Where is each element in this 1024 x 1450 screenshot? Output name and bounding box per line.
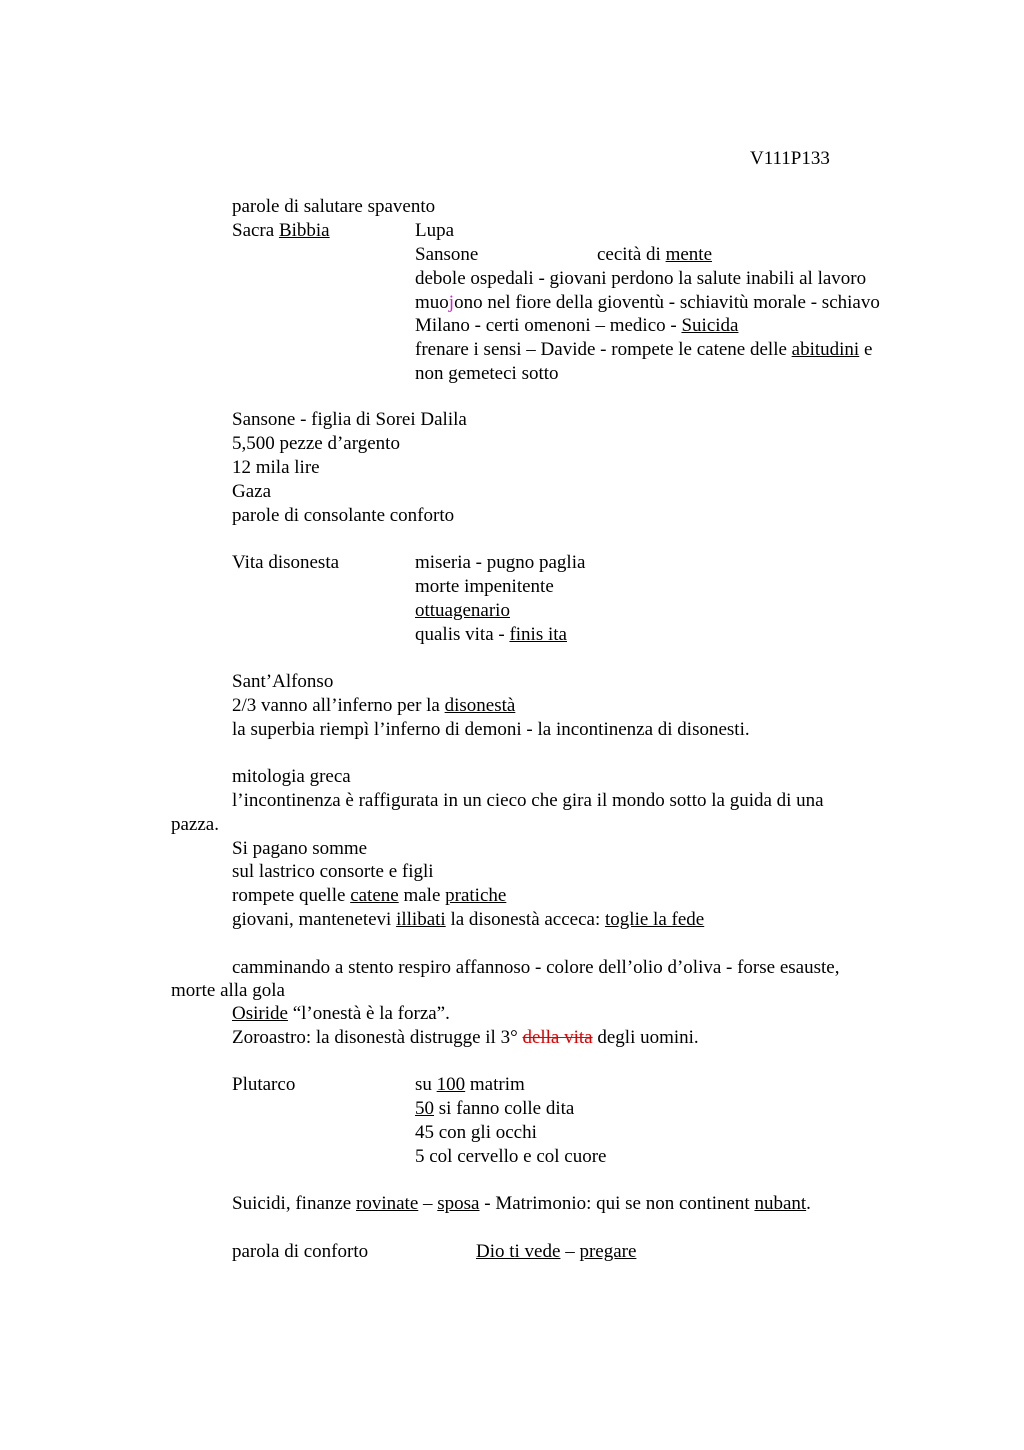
highlighted-letter: j bbox=[448, 292, 455, 313]
line-lupa: Lupa bbox=[415, 220, 455, 241]
underlined-text: Dio ti vede bbox=[476, 1241, 561, 1262]
line-mitologia: mitologia greca bbox=[232, 766, 351, 787]
text: e bbox=[859, 339, 873, 360]
underlined-text: 50 bbox=[415, 1098, 434, 1119]
line-catene bbox=[232, 885, 506, 907]
underlined-text: Suicida bbox=[681, 315, 739, 336]
underlined-text: pregare bbox=[579, 1241, 637, 1262]
underlined-text: sposa bbox=[437, 1193, 480, 1214]
line-morte-gola: morte alla gola bbox=[171, 980, 285, 1001]
underlined-text: finis ita bbox=[509, 624, 567, 645]
line-debole: debole ospedali - giovani perdono la salute inabili al lavoro bbox=[415, 268, 867, 289]
line-frenare bbox=[415, 339, 872, 361]
line-occhi: 45 con gli occhi bbox=[415, 1122, 537, 1143]
text: - Matrimonio: qui se non continent bbox=[479, 1193, 755, 1214]
line-dita bbox=[415, 1098, 574, 1120]
page-id: V111P133 bbox=[750, 148, 830, 169]
text: Milano - certi omenoni – medico - bbox=[415, 315, 682, 336]
line-sacra-bibbia bbox=[232, 220, 330, 242]
text: matrim bbox=[465, 1074, 525, 1095]
underlined-text: disonestà bbox=[444, 695, 516, 716]
line-qualis-vita bbox=[415, 624, 567, 646]
line-zoroastro bbox=[232, 1027, 699, 1049]
underlined-text: illibati bbox=[396, 909, 446, 930]
underlined-text: 100 bbox=[436, 1074, 466, 1095]
text: rompete quelle bbox=[232, 885, 351, 906]
text: “l’onestà è la forza”. bbox=[287, 1003, 450, 1024]
line-consolante: parole di consolante conforto bbox=[232, 505, 455, 526]
label-vita-disonesta: Vita disonesta bbox=[232, 552, 340, 573]
underlined-text: toglie la fede bbox=[605, 909, 705, 930]
text: ono nel fiore della gioventù - schiavitù morale - schiavo bbox=[454, 292, 880, 313]
text: giovani, mantenetevi bbox=[232, 909, 397, 930]
label-plutarco: Plutarco bbox=[232, 1074, 296, 1095]
line-pezze: 5,500 pezze d’argento bbox=[232, 433, 400, 454]
line-osiride bbox=[232, 1003, 450, 1025]
line-miseria: miseria - pugno paglia bbox=[415, 552, 586, 573]
line-ottuagenario: ottuagenario bbox=[415, 600, 510, 621]
text: la disonestà acceca: bbox=[445, 909, 606, 930]
line-suicidi bbox=[232, 1193, 811, 1215]
underlined-text: mente bbox=[665, 244, 713, 265]
line-matrim bbox=[415, 1074, 525, 1096]
line-milano bbox=[415, 315, 738, 337]
deleted-text: della vita bbox=[522, 1027, 593, 1048]
text: muo bbox=[415, 292, 449, 313]
line-sansone: Sansone bbox=[415, 244, 479, 265]
line-gemeteci: non gemeteci sotto bbox=[415, 363, 559, 384]
line-incontinenza: l’incontinenza è raffigurata in un cieco che gira il mondo sotto la guida di una bbox=[232, 790, 824, 811]
line-cervello: 5 col cervello e col cuore bbox=[415, 1146, 607, 1167]
underlined-text: Bibbia bbox=[278, 220, 330, 241]
line-dio-ti-vede bbox=[476, 1241, 636, 1263]
underlined-text: abitudini bbox=[791, 339, 860, 360]
line-salutare: parole di salutare spavento bbox=[232, 196, 436, 217]
line-camminando: camminando a stento respiro affannoso - colore dell’olio d’oliva - forse esauste, bbox=[232, 957, 840, 978]
text: cecità di bbox=[597, 244, 666, 265]
underlined-text: nubant bbox=[754, 1193, 807, 1214]
text: male bbox=[398, 885, 446, 906]
text: Sacra bbox=[232, 220, 279, 241]
line-morte-impenitente: morte impenitente bbox=[415, 576, 554, 597]
text: Zoroastro: la disonestà distrugge il 3° bbox=[232, 1027, 523, 1048]
line-muojono bbox=[415, 292, 880, 314]
text: 2/3 vanno all’inferno per la bbox=[232, 695, 445, 716]
text: si fanno colle dita bbox=[434, 1098, 575, 1119]
underlined-text: pratiche bbox=[445, 885, 507, 906]
text: degli uomini. bbox=[592, 1027, 699, 1048]
line-pazza: pazza. bbox=[171, 814, 219, 835]
line-cecita bbox=[597, 244, 712, 266]
underlined-text: catene bbox=[350, 885, 399, 906]
underlined-text: Osiride bbox=[232, 1003, 288, 1024]
line-sant-alfonso: Sant’Alfonso bbox=[232, 671, 334, 692]
text: frenare i sensi – Davide - rompete le catene delle bbox=[415, 339, 792, 360]
text: qualis vita - bbox=[415, 624, 510, 645]
label-parola-conforto: parola di conforto bbox=[232, 1241, 369, 1262]
text: . bbox=[806, 1193, 811, 1214]
text: Suicidi, finanze bbox=[232, 1193, 356, 1214]
line-inferno bbox=[232, 695, 515, 717]
line-sansone-figlia: Sansone - figlia di Sorei Dalila bbox=[232, 409, 467, 430]
text: su bbox=[415, 1074, 437, 1095]
underlined-text: rovinate bbox=[356, 1193, 419, 1214]
line-illibati bbox=[232, 909, 704, 931]
line-somme: Si pagano somme bbox=[232, 838, 368, 859]
line-lastrico: sul lastrico consorte e figli bbox=[232, 861, 434, 882]
line-superbia: la superbia riempì l’inferno di demoni - la incontinenza di disonesti. bbox=[232, 719, 750, 740]
text: – bbox=[418, 1193, 438, 1214]
line-gaza: Gaza bbox=[232, 481, 272, 502]
line-mila-lire: 12 mila lire bbox=[232, 457, 320, 478]
text: – bbox=[560, 1241, 580, 1262]
